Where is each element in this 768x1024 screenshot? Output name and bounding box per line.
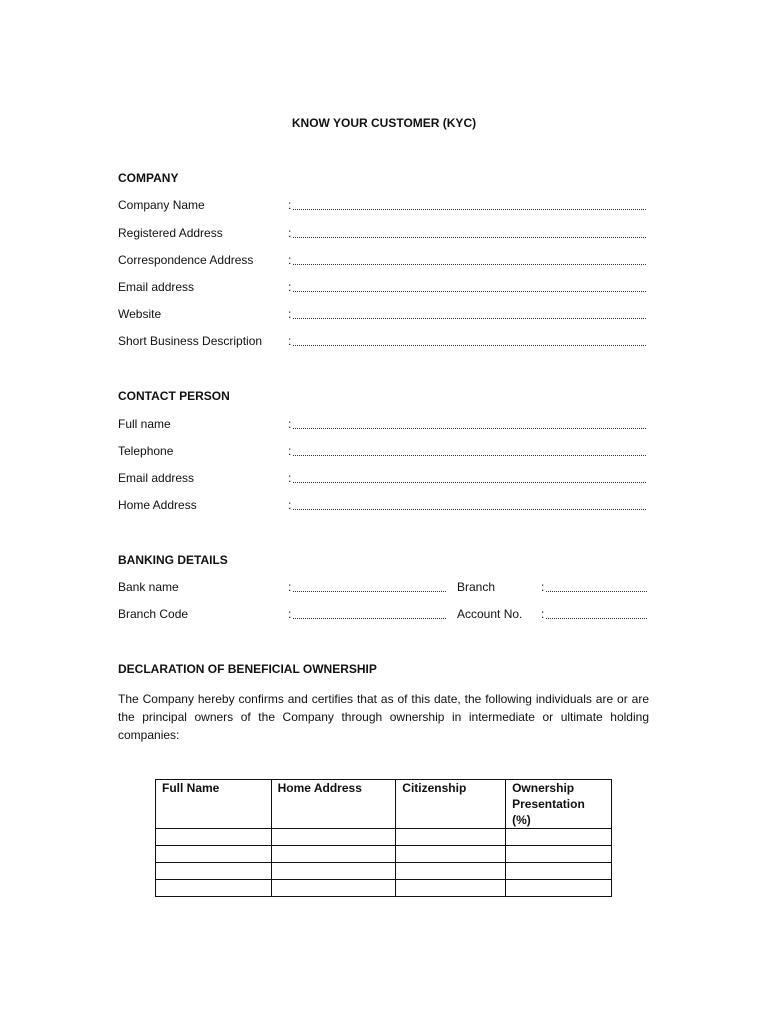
- header-ownership-percent: Ownership Presentation (%): [506, 780, 612, 829]
- label-bank-name: Bank name: [118, 580, 179, 594]
- label-contact-email: Email address: [118, 471, 195, 485]
- header-full-name: Full Name: [156, 780, 272, 829]
- table-row: [156, 863, 612, 880]
- table-cell[interactable]: [506, 846, 612, 863]
- label-home-address: Home Address: [118, 498, 197, 512]
- table-cell[interactable]: [271, 863, 396, 880]
- label-correspondence-address: Correspondence Address: [118, 253, 254, 267]
- table-header-row: [156, 780, 612, 829]
- table-cell[interactable]: [396, 880, 506, 897]
- registered-address-field[interactable]: :: [288, 226, 646, 240]
- label-registered-address: Registered Address: [118, 226, 223, 240]
- table-row: [156, 829, 612, 846]
- label-telephone: Telephone: [118, 444, 174, 458]
- table-cell[interactable]: [506, 880, 612, 897]
- table-cell[interactable]: [271, 880, 396, 897]
- table-row: [156, 846, 612, 863]
- label-branch: Branch: [457, 580, 496, 594]
- telephone-field[interactable]: :: [288, 444, 646, 458]
- section-heading-contact: CONTACT PERSON: [118, 389, 230, 403]
- account-no-field[interactable]: :: [541, 607, 647, 621]
- section-heading-banking: BANKING DETAILS: [118, 553, 228, 567]
- section-heading-company: COMPANY: [118, 171, 179, 185]
- label-company-name: Company Name: [118, 198, 205, 212]
- table-cell[interactable]: [396, 829, 506, 846]
- table-row: [156, 880, 612, 897]
- table-cell[interactable]: [271, 829, 396, 846]
- table-cell[interactable]: [506, 829, 612, 846]
- table-cell[interactable]: [396, 846, 506, 863]
- label-company-email: Email address: [118, 280, 195, 294]
- contact-email-field[interactable]: :: [288, 471, 646, 485]
- header-home-address: Home Address: [271, 780, 396, 829]
- company-name-field[interactable]: :: [288, 198, 646, 212]
- business-description-field[interactable]: :: [288, 334, 646, 348]
- full-name-field[interactable]: :: [288, 417, 646, 431]
- declaration-paragraph: The Company hereby confirms and certifies that as of this date, the following individuals are or are the principal owners of the Company through ownership in intermediate or ultimate holding companies:: [118, 692, 649, 742]
- branch-field[interactable]: :: [541, 580, 647, 594]
- company-email-field[interactable]: :: [288, 280, 646, 294]
- label-business-description: Short Business Description: [118, 334, 263, 348]
- table-cell[interactable]: [506, 863, 612, 880]
- section-heading-declaration: DECLARATION OF BENEFICIAL OWNERSHIP: [118, 662, 377, 676]
- label-full-name: Full name: [118, 417, 171, 431]
- table-cell[interactable]: [156, 846, 272, 863]
- bank-name-field[interactable]: :: [288, 580, 446, 594]
- table-cell[interactable]: [396, 863, 506, 880]
- table-cell[interactable]: [156, 880, 272, 897]
- home-address-field[interactable]: :: [288, 498, 646, 512]
- header-citizenship: Citizenship: [396, 780, 506, 829]
- table-cell[interactable]: [156, 863, 272, 880]
- label-branch-code: Branch Code: [118, 607, 189, 621]
- document-title: KNOW YOUR CUSTOMER (KYC): [291, 116, 477, 130]
- label-website: Website: [118, 307, 162, 321]
- branch-code-field[interactable]: :: [288, 607, 446, 621]
- website-field[interactable]: :: [288, 307, 646, 321]
- table-cell[interactable]: [156, 829, 272, 846]
- correspondence-address-field[interactable]: :: [288, 253, 646, 267]
- label-account-no: Account No.: [457, 607, 523, 621]
- table-cell[interactable]: [271, 846, 396, 863]
- ownership-table: [155, 779, 612, 897]
